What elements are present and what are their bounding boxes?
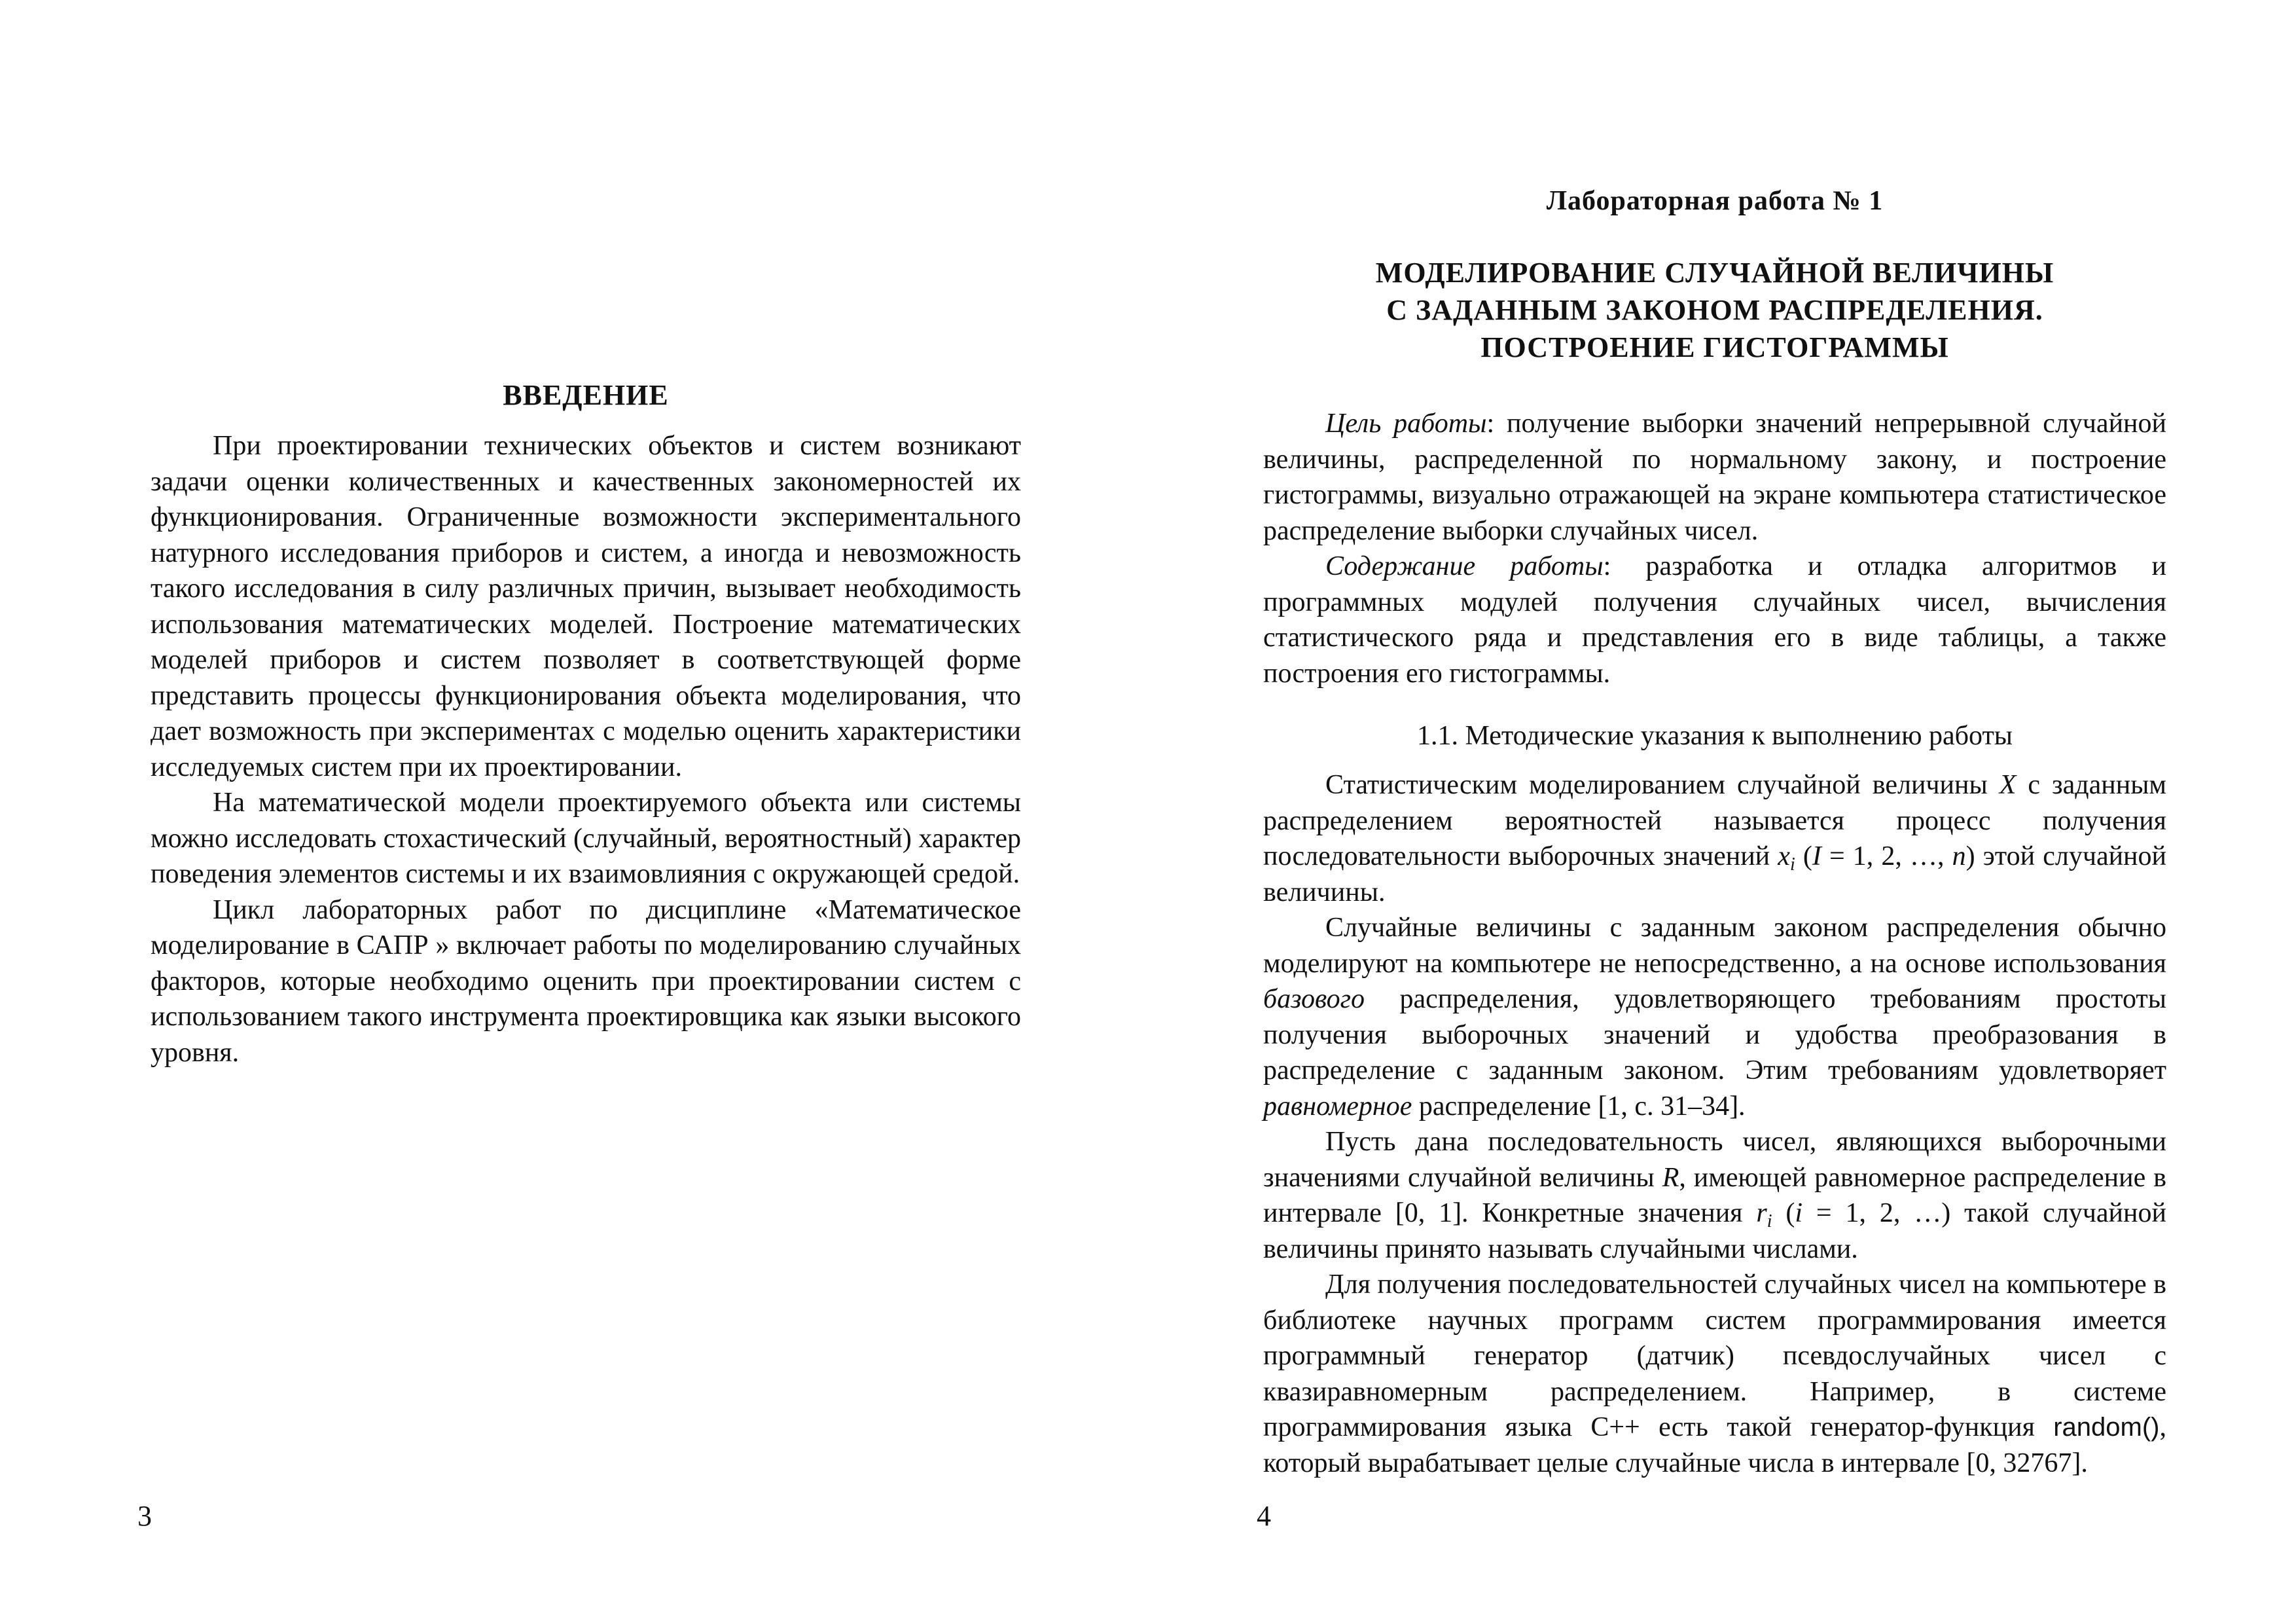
text-run: ( xyxy=(1772,1198,1795,1228)
lab-title xyxy=(1263,254,2166,366)
section-body xyxy=(1263,767,2166,1481)
content-label: Содержание работы xyxy=(1325,551,1604,581)
text-run: распределения, удовлетворяющего требованиям простоты получения выборочных значений и удобства преобразования в распределение с заданным законом. Этим требованиям удовлетворяет xyxy=(1263,984,2166,1085)
emphasis-base: базового xyxy=(1263,984,1365,1014)
text-run: = 1, 2, …, xyxy=(1821,841,1952,871)
intro-heading: ВВЕДЕНИЕ xyxy=(503,379,669,411)
method-paragraph-4 xyxy=(1263,1267,2166,1481)
page-number-right: 4 xyxy=(1257,1500,1271,1532)
text-run: Пусть дана последовательность чисел, являющихся выборочными значениями случайной величины xyxy=(1263,1127,2166,1193)
method-paragraph-1 xyxy=(1263,767,2166,910)
text-run: Случайные величины с заданным законом распределения обычно моделируют на компьютере не непосредственно, а на основе использования xyxy=(1263,913,2166,979)
lab-title-line-2: С ЗАДАННЫМ ЗАКОНОМ РАСПРЕДЕЛЕНИЯ. xyxy=(1386,294,2043,326)
method-paragraph-3 xyxy=(1263,1124,2166,1267)
text-run: , который вырабатывает целые случайные числа в интервале [0, 32767]. xyxy=(1263,1412,2166,1478)
text-run: распределение [1, с. 31–34]. xyxy=(1412,1091,1746,1122)
text-run: с заданным распределением вероятностей называется процесс получения последовательности выборочных значений xyxy=(1263,770,2166,871)
intro-body xyxy=(151,428,1021,1070)
intro-paragraph-2: На математической модели проектируемого объекта или системы можно исследовать стохастический (случайный, вероятностный) характер поведения элементов системы и их взаимовлияния с окружающей средой. xyxy=(151,788,1021,889)
text-run: = 1, 2, …) такой случайной величины принято называть случайными числами. xyxy=(1263,1198,2166,1264)
content-text: : разработка и отладка алгоритмов и программных модулей получения случайных чисел, вычисления статистического ряда и представления его в виде таблицы, а также построения его гистограммы. xyxy=(1263,551,2167,689)
variable-I: I xyxy=(1812,841,1821,871)
text-run: , имеющей равномерное распределение в интервале [0, 1]. Конкретные значения xyxy=(1263,1162,2167,1228)
lab-label: Лабораторная работа № 1 xyxy=(1546,186,1884,216)
lab-title-line-1: МОДЕЛИРОВАНИЕ СЛУЧАЙНОЙ ВЕЛИЧИНЫ xyxy=(1375,257,2054,289)
variable-r-i: r xyxy=(1756,1198,1767,1228)
lab-title-line-3: ПОСТРОЕНИЕ ГИСТОГРАММЫ xyxy=(1480,331,1949,363)
goal-label: Цель работы xyxy=(1325,409,1487,439)
variable-R: R xyxy=(1662,1162,1679,1193)
method-paragraph-2 xyxy=(1263,910,2166,1124)
subscript-i: i xyxy=(1789,854,1795,875)
goal-block xyxy=(1263,406,2166,691)
text-run: ( xyxy=(1795,841,1812,871)
variable-n: n xyxy=(1952,841,1966,871)
text-run: ) этой случайной величины. xyxy=(1263,841,2167,907)
section-heading: 1.1. Методические указания к выполнению работы xyxy=(1416,721,2013,751)
intro-paragraph-1: При проектировании технических объектов и систем возникают задачи оценки количественных и качественных закономерностей их функционирования. Ограниченные возможности экспериментального натурного исследования приборов и систем, а иногда и невозможность такого исследования в силу различных причин, вызывает необходимость использования математических моделей. Построение математических моделей приборов и систем позволяет в соответствующей форме представить процессы функционирования объекта моделирования, что дает возможность при экспериментах с моделью оценить характеристики исследуемых систем при их проектировании. xyxy=(151,431,1021,782)
subscript-i: i xyxy=(1767,1211,1772,1231)
goal-text: : получение выборки значений непрерывной случайной величины, распределенной по нормальному закону, и построение гистограммы, визуально отражающей на экране компьютера статистическое распределение выборки случайных чисел. xyxy=(1263,409,2167,546)
code-random: random() xyxy=(2053,1413,2160,1442)
variable-x-i: x xyxy=(1778,841,1790,871)
variable-i: i xyxy=(1795,1198,1803,1228)
goal-paragraph xyxy=(1263,406,2166,549)
text-run: Статистическим моделированием случайной величины xyxy=(1325,770,2000,800)
content-paragraph xyxy=(1263,549,2166,691)
intro-paragraph-3: Цикл лабораторных работ по дисциплине «Математическое моделирование в САПР » включает работы по моделированию случайных факторов, которые необходимо оценить при проектировании систем с использованием такого инструмента проектировщика как языки высокого уровня. xyxy=(151,894,1021,1068)
emphasis-uniform: равномерное xyxy=(1263,1091,1412,1122)
variable-x: X xyxy=(1999,770,2017,800)
text-run: Для получения последовательностей случайных чисел на компьютере в библиотеке научных программ систем программирования имеется программный генератор (датчик) псевдослучайных чисел с квазиравномерным распределением. Например, в системе программирования языка С++ есть такой генератор-функция xyxy=(1263,1269,2166,1442)
page-number-left: 3 xyxy=(137,1500,152,1532)
